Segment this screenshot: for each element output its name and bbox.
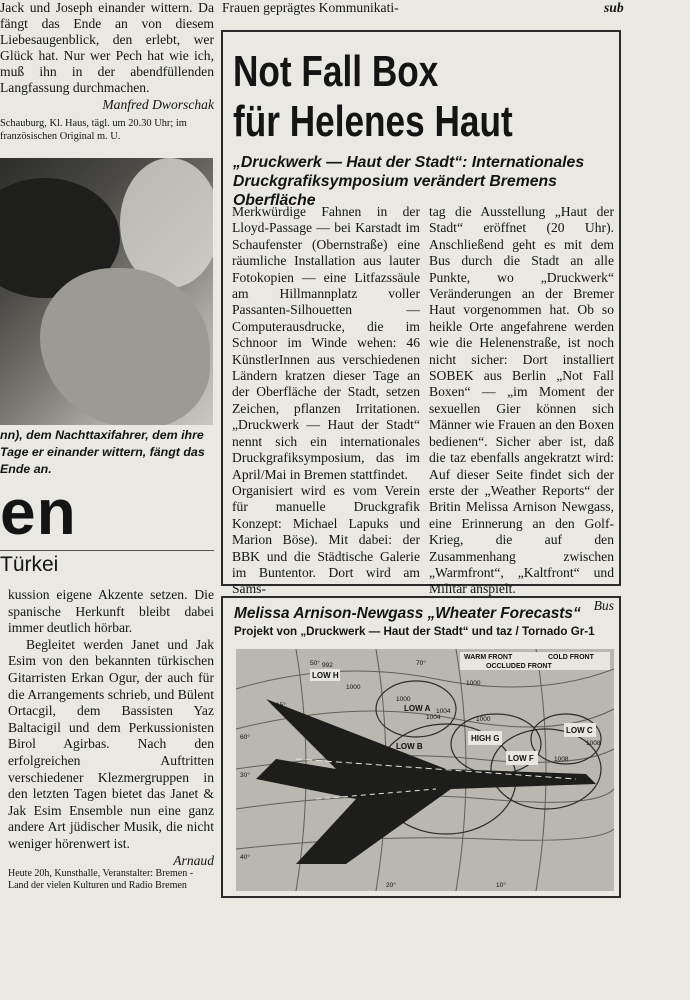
article-headline [233, 47, 601, 147]
forecast-title: Melissa Arnison-Newgass „Wheater Forecasts“ [234, 605, 581, 622]
film-still-photo [0, 158, 213, 425]
article-subheadline: „Druckwerk — Haut der Stadt“: Internationales Druckgrafiksymposium verändert Bremens Oberfläche [233, 154, 585, 209]
article-paragraph-2: Organisiert wird es vom Verein für manuelle Druckgrafik Konzept: Michael Lapuks und Marion Böse). Mit dabei: der BBK und die Städtische Galerie im Buntentor. Dort wird am Sams- [232, 482, 420, 597]
concert-info: Heute 20h, Kunsthalle, Veranstalter: Bremen - Land der vielen Kulturen und Radio Bremen [8, 868, 194, 892]
map-degree-70: 70° [416, 660, 426, 667]
photo-caption: nn), dem Nachttaxifahrer, dem ihre Tage er einander wittern, fängt das Ende an. [0, 428, 205, 476]
map-label-low-h: LOW H [312, 671, 339, 680]
section-subheading: Türkei [0, 550, 214, 579]
map-degree-60: 60° [240, 734, 250, 741]
map-isobar-5: 1004 [436, 708, 451, 715]
map-isobar-4: 1000 [466, 680, 481, 687]
map-label-low-b: LOW B [396, 742, 423, 751]
top-strip-text: Frauen geprägtes Kommunikati- [222, 0, 399, 15]
legend-warm-front: WARM FRONT [464, 654, 513, 661]
review-author: Manfred Dworschak [102, 96, 214, 112]
map-isobar-6: 1008 [586, 740, 601, 747]
legend-cold-front: COLD FRONT [548, 654, 594, 661]
map-label-high-g: HIGH G [471, 734, 500, 743]
headline-line-1: Not Fall Box [233, 47, 439, 96]
concert-article [8, 587, 214, 869]
concert-paragraph-2: Begleitet werden Janet und Jak Esim von den bekannten türkischen Gitarristen Erkan Ogur, der auch für die Arrangements schrieb, und Bülent Ortacgil, dem Bassisten Yaz Baltacigil und dem Perkussionisten Birol Agirbas. Nach den erfolgreichen Auftritten verschiedener Klezmergruppen in den letzten Tagen bietet das Janet & Jak Esim Ensemble nun eine ganz andere Art jüdischer Musik, die nicht weniger hörenwert ist. [8, 636, 214, 851]
map-label-low-a: LOW A [404, 704, 431, 713]
legend-occluded-front: OCCLUDED FRONT [486, 663, 552, 670]
forecast-subtitle: Projekt von „Druckwerk — Haut der Stadt“ und taz / Tornado Gr-1 [234, 625, 595, 638]
section-heading: en [0, 476, 77, 548]
article-column-2 [429, 204, 614, 614]
article-author: Bus [593, 597, 614, 613]
map-isobar-3: 1000 [396, 696, 411, 703]
map-isobar-8: 1000 [476, 716, 491, 723]
headline-line-2: für Helenes Haut [233, 97, 513, 146]
top-strip-sub: sub [604, 0, 624, 15]
left-review-text [0, 0, 214, 113]
map-degree-40: 40° [240, 854, 250, 861]
map-degree-15: 15° [276, 702, 286, 709]
map-degree-10: 10° [496, 882, 506, 889]
map-isobar-2: 1000 [346, 684, 361, 691]
review-body: Jack und Joseph einander wittern. Da fängt das Ende an von diesem Liebesaugenblick, den erlebt, wer Glück hat. Nur wer Pech hat wie ich, muß ihn in der abendfüllenden Langfassung durchmachen. [0, 0, 214, 96]
article-paragraph-1: Merkwürdige Fahnen in der Lloyd-Passage — bei Karstadt im Schaufenster (Obernstraße) eine räumliche Installation aus lauter Fotokopien — eine Litfazssäule am Hillmannplatz voller Passanten-Silhouetten — Computerausdrucke, die im Schnoor im Winde wehen: 46 KünstlerInnen aus verschiedenen Ländern kratzen dieser Tage an der Oberfläche der Stadt, setzen Zeichen, pflanzen Irritationen. „Druckwerk — Haut der Stadt“ nennt sich ein internationales Druckgrafiksymposium, das im April/Mai in Bremen stattfindet. [232, 204, 420, 482]
review-venue: Schauburg, Kl. Haus, tägl. um 20.30 Uhr; im französischen Original m. U. [0, 118, 187, 142]
weather-map-artwork [236, 649, 614, 891]
map-isobar-9: 1004 [426, 714, 441, 721]
concert-paragraph-1: kussion eigene Akzente setzen. Die spanische Herkunft bleibt dabei immer deutlich hörbar. [8, 587, 214, 636]
map-degree-30: 30° [240, 772, 250, 779]
map-isobar-7: 1008 [554, 756, 569, 763]
map-label-low-f: LOW F [508, 754, 534, 763]
concert-author: Arnaud [173, 852, 214, 868]
map-isobar-1: 992 [322, 662, 333, 669]
map-degree-50: 50° [310, 660, 320, 667]
map-label-low-c: LOW C [566, 726, 593, 735]
map-degree-20: 20° [386, 882, 396, 889]
article-paragraph-3: tag die Ausstellung „Haut der Stadt“ eröffnet (20 Uhr). Anschließend geht es mit dem Bus durch die Stadt an alle Punkte, wo „Druckwerk“ Veränderungen an der Bremer Haut vorgenommen hat. Ob so heikle Orte angefahrene werden wie die Helenenstraße, ist noch nicht sicher: Dort installiert SOBEK aus Berlin „Not Fall Boxen“ — „im Moment der sexuellen Gier können sich Männer wie Frauen an den Boxen bedienen“. Sicher aber ist, daß die taz ebenfalls angekratzt wird: Auf dieser Seite findet sich der erste der „Weather Reports“ der Britin Melissa Arnison Newgass, eine Erinnerung an den Golf-Krieg, die auf den Zusammenhang zwischen „Warmfront“, „Kaltfront“ und Militär anspielt. [429, 204, 614, 597]
article-column-1 [232, 204, 420, 598]
